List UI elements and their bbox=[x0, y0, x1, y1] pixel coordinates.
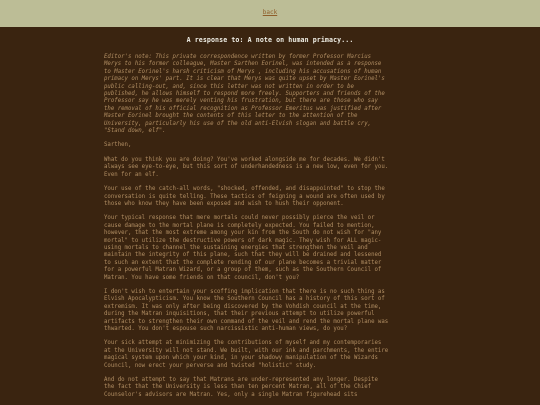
page-title: A response to: A note on human primacy... bbox=[186, 36, 354, 44]
editor-note: Editor's note: This private correspondence written by former Professor Marcius Merys to his former colleague, Master Sarthen Eorinel, was intended as a response to Master Eorinel's harsh criticism of Merys , including his accusations of human primacy on Merys' part. It is clear that Merys was quite upset by Master Eorinel's public calling-out, and, since this letter was not written in order to be published, he allows himself to respond more freely. Supporters and friends of the Professor say he was merely venting his frustration, but there are those who say the removal of his official recognition as Professor Emeritus was justified after Master Eorinel brought the contents of this letter to the attention of the University, particularly his use of the old anti-Elvish slogan and battle cry, "Stand down, elf". bbox=[104, 54, 385, 135]
paragraph: And do not attempt to say that Matrans are under-represented any longer. Despite the fact that the University is less than ten percent Matran, all of the Chief Counselor's advisors are Matran. Yes, only a single Matran figurehead sits bbox=[104, 377, 378, 398]
top-nav-bar bbox=[0, 0, 540, 27]
paragraph: Your use of the catch-all words, "shocked, offended, and disappointed" to stop the conversation is quite telling. These tactics of feigning a wound are often used by those who know they have been exposed and wish to hush their opponent. bbox=[104, 186, 385, 207]
paragraph: Your typical response that mere mortals could never possibly pierce the veil or cause damage to the mortal plane is completely expected. You failed to mention, however, that the most extreme among your kin from the South do not wish for "any mortal" to utilize the destructive powers of dark magic. They wish for ALL magic- using mortals to channel the sustaining energies that strengthen the veil and maintain the integrity of this plane, such that they will be drained and lessened to such an extent that the complete rending of our plane becomes a trivial matter for a powerful Matran Wizard, or a group of them, such as the Southern Council of Matran. You have some friends on that council, don't you? bbox=[104, 215, 382, 281]
back-link[interactable]: back bbox=[262, 9, 278, 16]
paragraph: I don't wish to entertain your scoffing implication that there is no such thing as Elvish Apocalypticism. You know the Southern Council has a history of this sort of extremism. It was only after being discovered by the Vohdish council at the time, during the Matran inquisitions, that their previous attempt to utilize powerful artifacts to strengthen their own command of the veil and rend the mortal plane was thwarted. You don't espouse such narcissistic anti-human views, do you? bbox=[104, 288, 389, 332]
paragraph: What do you think you are doing? You've worked alongside me for decades. We didn't always see eye-to-eye, but this sort of underhandedness is a new low, even for you. Even for an elf. bbox=[104, 156, 389, 178]
paragraph: Your sick attempt at minimizing the contributions of myself and my contemporaries at the University will not stand. We built, with our ink and parchments, the entire magical system upon which your kind, in your shadowy manipulation of the Wizards Council, now erect your perverse and twisted "holistic" study. bbox=[104, 340, 389, 369]
article-body bbox=[104, 45, 436, 399]
article-page bbox=[0, 27, 540, 405]
salutation: Sarthen, bbox=[104, 142, 132, 149]
